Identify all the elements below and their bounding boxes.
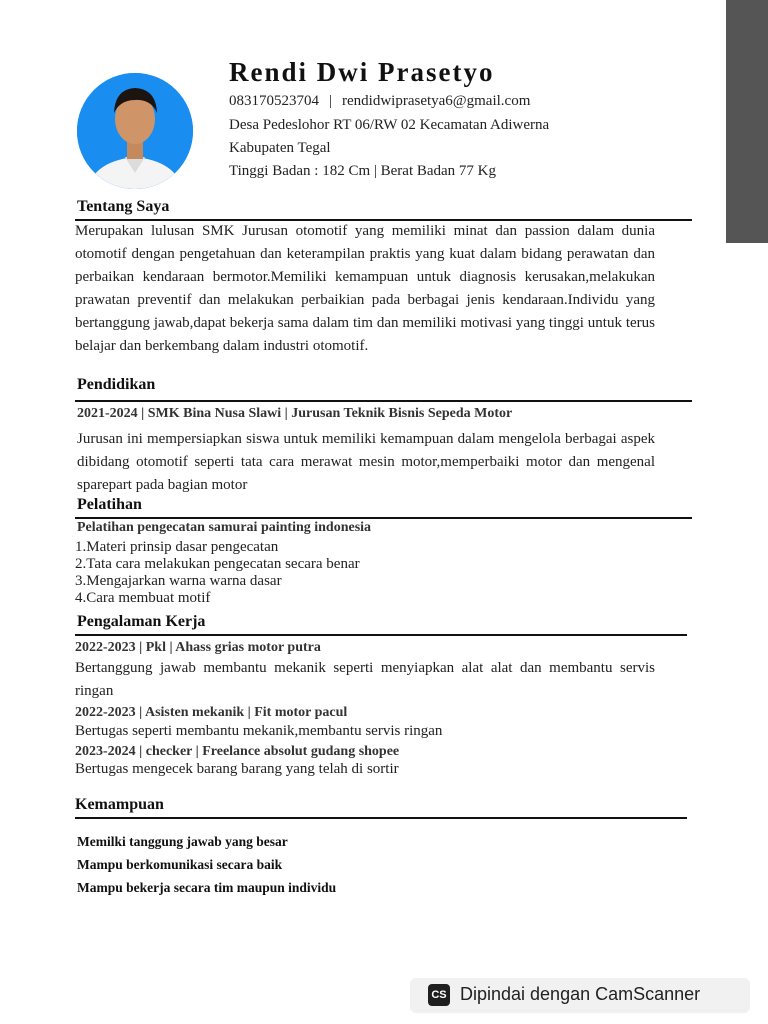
section-divider <box>75 517 692 519</box>
section-divider <box>75 400 692 402</box>
training-item: 4.Cara membuat motif <box>75 590 211 606</box>
camscanner-watermark <box>410 978 750 1013</box>
experience-entry-text: Bertugas seperti membantu mekanik,membantu servis ringan <box>75 723 443 739</box>
contact-line <box>229 93 530 110</box>
experience-entry-text: Bertanggung jawab membantu mekanik seperti menyiapkan alat alat dan membantu servis ringan <box>75 660 655 699</box>
candidate-name: Rendi Dwi Prasetyo <box>229 57 495 87</box>
profile-photo <box>77 73 193 189</box>
email-address: rendidwiprasetya6@gmail.com <box>342 93 531 109</box>
scan-edge-bar <box>726 0 768 243</box>
training-item: 3.Mengajarkan warna warna dasar <box>75 573 282 589</box>
education-entry-head: 2021-2024 | SMK Bina Nusa Slawi | Jurusan Teknik Bisnis Sepeda Motor <box>77 406 513 421</box>
training-entry-head: Pelatihan pengecatan samurai painting indonesia <box>77 520 372 535</box>
body-stats: Tinggi Badan : 182 Cm | Berat Badan 77 Kg <box>229 163 497 179</box>
experience-entry-head: 2022-2023 | Asisten mekanik | Fit motor pacul <box>75 705 348 720</box>
section-divider <box>75 634 687 636</box>
camscanner-logo: CS <box>428 984 450 1006</box>
section-title-education: Pendidikan <box>77 376 156 393</box>
section-divider <box>75 817 687 819</box>
training-item: 2.Tata cara melakukan pengecatan secara benar <box>75 556 360 572</box>
section-title-experience: Pengalaman Kerja <box>77 613 206 630</box>
education-paragraph: Jurusan ini mempersiapkan siswa untuk memiliki kemampuan dalam mengelola berbagai aspek dibidang otomotif seperti tata cara merawat mesin motor,memperbaiki motor dan mengenal sparepart pada bagian motor <box>77 431 655 493</box>
skill-item: Mampu berkomunikasi secara baik <box>77 857 283 872</box>
camscanner-label: Dipindai dengan CamScanner <box>460 984 701 1004</box>
experience-entry-head: 2023-2024 | checker | Freelance absolut gudang shopee <box>75 744 400 759</box>
skill-item: Memilki tanggung jawab yang besar <box>77 834 288 849</box>
experience-entry-text: Bertugas mengecek barang barang yang telah di sortir <box>75 761 399 777</box>
phone-number: 083170523704 <box>229 93 319 109</box>
training-item: 1.Materi prinsip dasar pengecatan <box>75 539 279 555</box>
section-title-training: Pelatihan <box>77 496 142 513</box>
section-title-about: Tentang Saya <box>77 198 170 215</box>
skill-item: Mampu bekerja secara tim maupun individu <box>77 880 337 895</box>
address-line-2: Kabupaten Tegal <box>229 140 331 156</box>
experience-entry-head: 2022-2023 | Pkl | Ahass grias motor putra <box>75 640 321 655</box>
about-paragraph: Merupakan lulusan SMK Jurusan otomotif yang memiliki minat dan passion dalam dunia otomotif dengan pengetahuan dan keterampilan praktis yang kuat dalam bidang perawatan dan perbaikan kendaraan bermotor.Memiliki kemampuan untuk diagnosis kerusakan,melakukan prawatan preventif dan melakukan perbaikian pada berbagai jenis kendaraan.Individu yang bertanggung jawab,dapat bekerja sama dalam tim dan memiliki motivasi yang tinggi untuk terus belajar dan berkembang dalam industri otomotif. <box>75 223 655 354</box>
section-title-skills: Kemampuan <box>75 796 164 813</box>
address-line-1: Desa Pedeslohor RT 06/RW 02 Kecamatan Adiwerna <box>229 117 550 133</box>
contact-separator: | <box>329 93 333 109</box>
